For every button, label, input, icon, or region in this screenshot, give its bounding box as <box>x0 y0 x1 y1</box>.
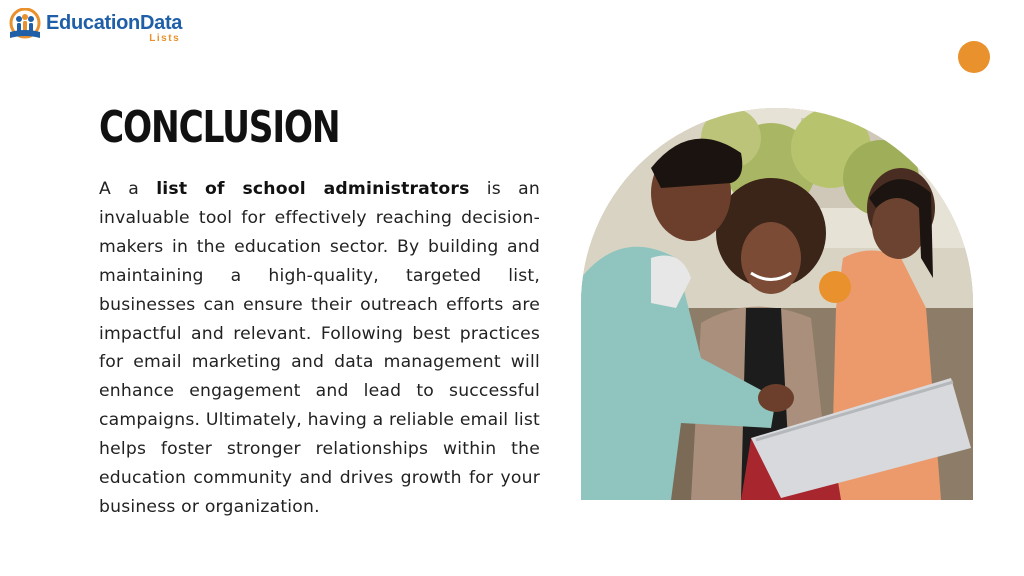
education-book-people-icon <box>8 8 42 42</box>
body-lead: A a <box>99 179 157 199</box>
students-laptop-illustration <box>581 108 973 500</box>
decorative-dot-top <box>958 41 990 73</box>
logo-name-part1: Education <box>46 12 140 34</box>
body-paragraph <box>99 175 540 522</box>
body-bold-phrase: list of school administrators <box>156 179 470 199</box>
students-photo <box>581 108 973 500</box>
page-title: CONCLUSION <box>99 102 340 153</box>
logo-subtitle: Lists <box>149 33 181 44</box>
logo-name-part2: Data <box>139 12 183 34</box>
body-rest: is an invaluable tool for effectively reaching decision-makers in the education sector. By building and maintaining a high-quality, targeted list, businesses can ensure their outreach efforts are impactful and relevant. Following best practices for email marketing and data management will enhance engagement and lead to successful campaigns. Ultimately, having a reliable email list helps foster stronger relationships within the education community and drives growth for your business or organization. <box>99 179 540 517</box>
logo <box>8 8 182 44</box>
logo-wordmark <box>46 13 182 33</box>
decorative-dot-photo <box>819 271 851 303</box>
